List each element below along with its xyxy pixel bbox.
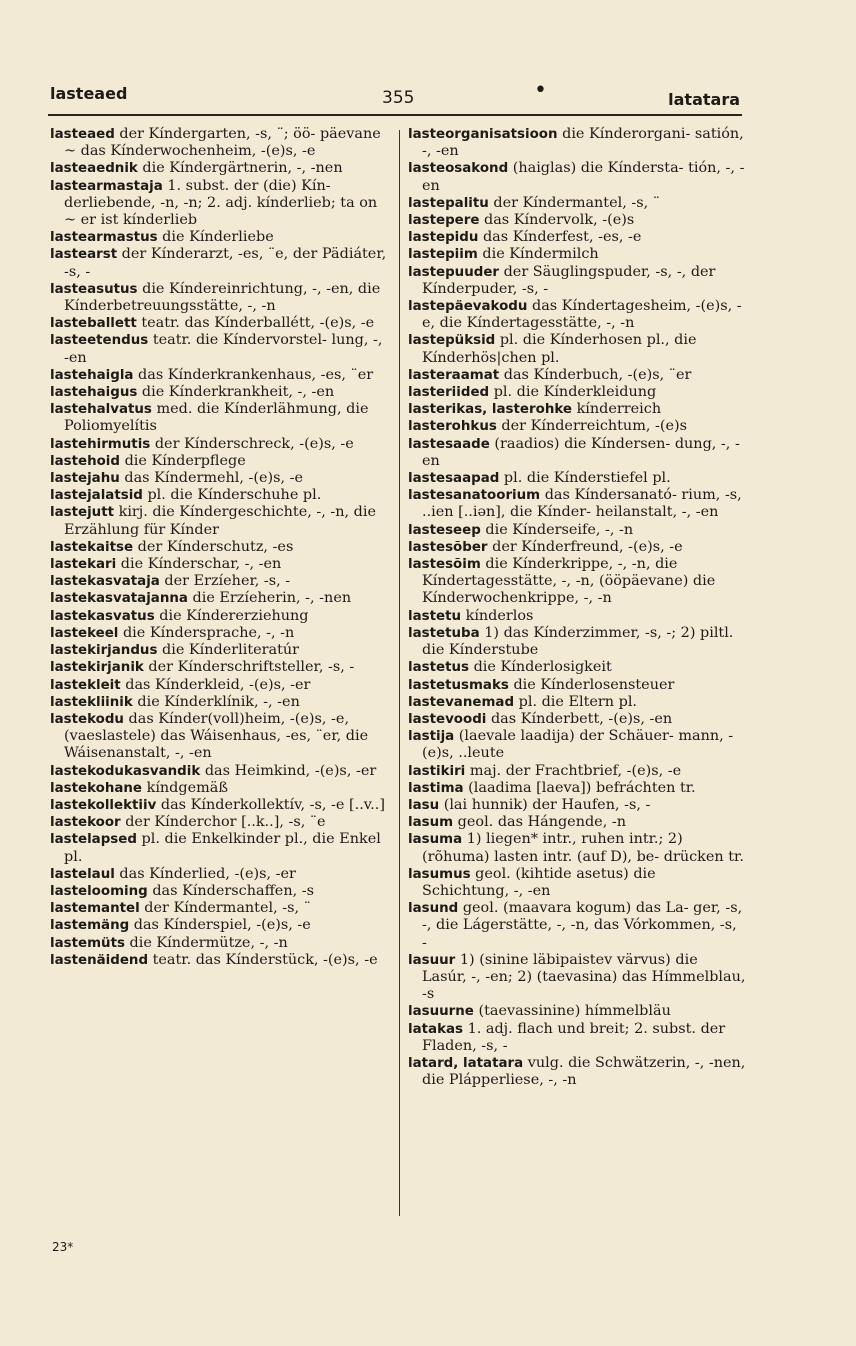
entry-definition: das Kínderbuch, -(e)s, ¨er	[503, 366, 692, 383]
dictionary-entry	[408, 763, 746, 780]
entry-definition: teatr. das Kínderstück, -(e)s, -e	[152, 951, 378, 968]
entry-definition: 1. subst. der (die) Kín- derliebende, -n, -n; 2. adj. kínderlieb; ta on ~ er ist kínderlieb	[64, 177, 378, 229]
entry-definition: der Kínderarzt, -es, ¨e, der Pädiáter, -s, -	[64, 246, 387, 280]
entry-headword: lastekasvataja	[50, 574, 160, 590]
entry-definition: die Kínderlosigkeit	[473, 659, 612, 676]
dictionary-entry	[408, 814, 746, 831]
dictionary-entry	[50, 831, 390, 865]
entry-headword: lastesaade	[408, 436, 490, 452]
entry-headword: lastekirjanik	[50, 660, 144, 676]
dictionary-entry	[408, 694, 746, 711]
entry-definition: das Heimkind, -(e)s, -er	[204, 762, 377, 779]
entry-definition: der Kínderschreck, -(e)s, -e	[154, 435, 354, 452]
entry-definition: das Kínderspiel, -(e)s, -e	[133, 917, 311, 934]
dictionary-entry	[408, 625, 746, 659]
page-number: 355	[382, 88, 415, 108]
dictionary-entry	[408, 539, 746, 556]
entry-headword: lastearmastus	[50, 230, 158, 246]
entry-headword: lastepüksid	[408, 333, 496, 349]
dictionary-entry	[50, 814, 390, 831]
right-column	[408, 126, 746, 1089]
entry-headword: lastelaul	[50, 866, 115, 882]
entry-definition: die Kíndermütze, -, -n	[129, 934, 288, 951]
entry-headword: lastepidu	[408, 230, 479, 246]
entry-headword: lasum	[408, 815, 454, 831]
entry-definition: die Kíndersprache, -, -n	[122, 624, 295, 641]
entry-definition: geol. das Hángende, -n	[457, 814, 626, 831]
entry-definition: die Kínderschar, -, -en	[120, 556, 282, 573]
entry-definition: das Kíndersanató- rium, -s, ..ien [..iən], die Kínder- heilanstalt, -, -en	[422, 487, 742, 521]
entry-headword: lasuurne	[408, 1004, 474, 1020]
entry-definition: 1) das Kínderzimmer, -s, -; 2) piltl. die Kínderstube	[422, 624, 734, 659]
entry-definition: das Kíndervolk, -(e)s	[484, 212, 635, 229]
entry-definition: der Kínderchor [..k..], -s, ¨e	[125, 814, 326, 831]
dictionary-entry	[50, 281, 390, 315]
dictionary-entry	[50, 229, 390, 246]
entry-headword: lastekodu	[50, 711, 124, 727]
dictionary-entry	[408, 384, 746, 401]
entry-headword: lastejalatsid	[50, 488, 143, 504]
dictionary-entry	[50, 608, 390, 625]
entry-definition: der Säuglingspuder, -s, -, der Kínderpuder, -s, -	[422, 263, 716, 297]
entry-headword: lastepalitu	[408, 195, 489, 211]
entry-headword: lastija	[408, 729, 455, 745]
entry-definition: die Kínderkrankheit, -, -en	[141, 384, 335, 401]
dictionary-entry	[50, 952, 390, 969]
entry-headword: lastepäevakodu	[408, 299, 528, 315]
entry-headword: lastekollektiiv	[50, 797, 157, 813]
entry-headword: lastevanemad	[408, 694, 515, 710]
entry-headword: lasumus	[408, 866, 471, 882]
dictionary-entry	[408, 487, 746, 521]
entry-headword: lasund	[408, 901, 459, 917]
entry-headword: lastehaigus	[50, 385, 138, 401]
entry-definition: der Kínderfreund, -(e)s, -e	[492, 538, 683, 555]
entry-headword: lastearmastaja	[50, 178, 163, 194]
dictionary-entry	[408, 728, 746, 762]
entry-headword: lasuur	[408, 952, 456, 968]
dictionary-entry	[408, 780, 746, 797]
dictionary-entry	[408, 952, 746, 1004]
entry-definition: das Kíndertagesheim, -(e)s, -e, die Kíndertagesstätte, -, -n	[422, 298, 742, 332]
dictionary-entry	[408, 229, 746, 246]
entry-headword: lasteballett	[50, 316, 137, 332]
entry-definition: das Kínderbett, -(e)s, -en	[490, 710, 673, 727]
entry-definition: kínderlos	[465, 607, 534, 624]
dictionary-entry	[50, 900, 390, 917]
entry-definition: teatr. das Kínderballétt, -(e)s, -e	[141, 315, 375, 332]
entry-headword: lasterikas, lasterohke	[408, 402, 572, 418]
entry-headword: lastesanatoorium	[408, 488, 541, 504]
dictionary-entry	[408, 470, 746, 487]
dictionary-entry	[408, 522, 746, 539]
dictionary-entry	[50, 780, 390, 797]
dictionary-entry	[50, 401, 390, 435]
entry-headword: lastekirjandus	[50, 643, 158, 659]
dictionary-entry	[408, 677, 746, 694]
entry-definition: pl. die Kínderhosen pl., die Kínderhös|chen pl.	[422, 332, 697, 366]
entry-headword: lastetusmaks	[408, 677, 509, 693]
entry-definition: teatr. die Kíndervorstel- lung, -, -en	[64, 332, 383, 366]
dictionary-entry	[50, 935, 390, 952]
header-left-guideword: lasteaed	[50, 84, 128, 103]
dictionary-entry	[408, 160, 746, 194]
entry-headword: lastekohane	[50, 780, 143, 796]
dictionary-entry	[408, 367, 746, 384]
dictionary-entry	[50, 625, 390, 642]
dictionary-entry	[408, 866, 746, 900]
entry-headword: lastetuba	[408, 625, 480, 641]
entry-definition: das Kínderkleid, -(e)s, -er	[125, 676, 311, 693]
dictionary-entry	[50, 556, 390, 573]
entry-definition: das Kíndermehl, -(e)s, -e	[124, 470, 304, 487]
entry-headword: lastikiri	[408, 763, 466, 779]
entry-headword: lastekoor	[50, 815, 121, 831]
entry-headword: latard, latatara	[408, 1055, 524, 1071]
dictionary-entry	[408, 246, 746, 263]
entry-headword: lasterohkus	[408, 419, 497, 435]
entry-headword: lastetu	[408, 608, 462, 624]
entry-definition: pl. die Enkelkinder pl., die Enkel pl.	[64, 831, 381, 865]
entry-headword: latakas	[408, 1021, 463, 1037]
entry-headword: lasteseep	[408, 522, 481, 538]
entry-definition: das Kínder(voll)heim, -(e)s, -e, (vaeslastele) das Wáisenhaus, -es, ¨er, die Wáisenanstalt, -, -en	[64, 710, 369, 762]
entry-definition: die Erzíeherin, -, -nen	[192, 590, 352, 607]
entry-headword: lastekasvatus	[50, 608, 155, 624]
dictionary-entry	[408, 797, 746, 814]
dictionary-entry	[408, 195, 746, 212]
dictionary-entry	[50, 763, 390, 780]
left-column	[50, 126, 390, 969]
dictionary-entry	[408, 264, 746, 298]
entry-headword: lastehirmutis	[50, 436, 151, 452]
entry-definition: die Kínderliebe	[162, 229, 274, 246]
dictionary-entry	[50, 315, 390, 332]
dictionary-entry	[50, 539, 390, 556]
header-right-guideword: latatara	[668, 90, 740, 109]
entry-headword: lastehaigla	[50, 367, 134, 383]
entry-definition: die Kíndereinrichtung, -, -en, die Kínderbetreuungsstätte, -, -n	[64, 280, 381, 315]
dictionary-entry	[408, 332, 746, 366]
dictionary-entry	[50, 711, 390, 763]
entry-headword: lastesaapad	[408, 471, 500, 487]
entry-headword: lastekodukasvandik	[50, 763, 201, 779]
dictionary-entry	[50, 883, 390, 900]
dictionary-entry	[50, 367, 390, 384]
entry-headword: lastima	[408, 780, 464, 796]
dictionary-entry	[50, 160, 390, 177]
entry-headword: lastenäidend	[50, 952, 149, 968]
entry-definition: die Kínderseife, -, -n	[485, 521, 634, 538]
entry-definition: die Kínderpflege	[124, 452, 246, 469]
dictionary-entry	[50, 917, 390, 934]
entry-definition: pl. die Eltern pl.	[518, 693, 638, 710]
entry-definition: die Kínderlosensteuer	[513, 676, 675, 693]
entry-definition: (lai hunnik) der Haufen, -s, -	[443, 796, 651, 813]
dictionary-entry	[408, 659, 746, 676]
entry-definition: die Kíndererziehung	[159, 607, 309, 624]
signature-mark: 23*	[52, 1240, 74, 1254]
entry-headword: lastejahu	[50, 471, 120, 487]
entry-headword: lastelapsed	[50, 832, 137, 848]
entry-headword: lastehoid	[50, 453, 120, 469]
entry-definition: 1. adj. flach und breit; 2. subst. der Fladen, -s, -	[422, 1020, 726, 1054]
dictionary-entry	[408, 711, 746, 728]
dictionary-entry	[50, 573, 390, 590]
entry-headword: lastekaitse	[50, 539, 134, 555]
dictionary-entry	[408, 436, 746, 470]
entry-headword: lastekliinik	[50, 694, 133, 710]
entry-definition: maj. der Frachtbrief, -(e)s, -e	[469, 762, 682, 779]
dictionary-entry	[50, 436, 390, 453]
entry-definition: die Kínderklínik, -, -en	[137, 693, 300, 710]
dictionary-entry	[50, 470, 390, 487]
entry-definition: (laadima [laeva]) befráchten tr.	[468, 779, 696, 796]
entry-headword: lasteaednik	[50, 161, 138, 177]
dictionary-entry	[408, 1055, 746, 1089]
entry-definition: (haiglas) die Kíndersta- tión, -, -en	[422, 160, 745, 194]
entry-headword: lasteosakond	[408, 161, 509, 177]
entry-definition: med. die Kínderlähmung, die Poliomyelítis	[64, 401, 369, 435]
entry-definition: kíndgemäß	[146, 779, 228, 796]
entry-definition: die Kíndergärtnerin, -, -nen	[142, 160, 343, 177]
entry-headword: lastemäng	[50, 918, 130, 934]
entry-definition: die Kínderliteratúr	[162, 642, 300, 659]
entry-headword: lastetus	[408, 660, 469, 676]
dictionary-entry	[408, 212, 746, 229]
entry-definition: der Kínderschriftsteller, -s, -	[148, 659, 355, 676]
dictionary-entry	[408, 1021, 746, 1055]
entry-definition: die Kínderkrippe, -, -n, die Kíndertagesstätte, -, -n, (ööpäevane) die Kínderwochenkrippe, -, -n	[422, 556, 716, 607]
entry-headword: lasteasutus	[50, 281, 138, 297]
dictionary-entry	[50, 453, 390, 470]
entry-definition: (laevale laadija) der Schäuer- mann, -(e)s, ..leute	[422, 728, 734, 762]
entry-definition: das Kínderfest, -es, -e	[482, 229, 642, 246]
entry-headword: lastekleit	[50, 677, 121, 693]
entry-definition: pl. die Kínderschuhe pl.	[147, 487, 322, 504]
entry-headword: lastearst	[50, 247, 118, 263]
entry-headword: lasteraamat	[408, 367, 500, 383]
entry-headword: lastekeel	[50, 625, 119, 641]
dictionary-entry	[50, 642, 390, 659]
entry-headword: lastelooming	[50, 883, 148, 899]
page-header	[50, 78, 740, 114]
entry-definition: der Kínderreichtum, -(e)s	[501, 418, 687, 435]
entry-definition: 1) liegen* intr., ruhen intr.; 2) (rõhuma) lasten intr. (auf D), be- drücken tr.	[422, 831, 744, 865]
entry-definition: (raadios) die Kíndersen- dung, -, -en	[422, 435, 740, 469]
entry-definition: das Kínderkrankenhaus, -es, ¨er	[138, 366, 374, 383]
entry-headword: lastehalvatus	[50, 402, 152, 418]
header-dot: •	[534, 78, 547, 103]
entry-definition: geol. (kihtide asetus) die Schichtung, -, -en	[422, 865, 656, 899]
entry-definition: das Kínderkollektív, -s, -e [..v..]	[160, 796, 385, 813]
dictionary-entry	[50, 487, 390, 504]
entry-definition: kínderreich	[576, 401, 662, 418]
dictionary-entry	[50, 866, 390, 883]
entry-headword: lastemantel	[50, 901, 140, 917]
entry-definition: die Kínderorgani- satión, -, -en	[422, 126, 744, 160]
entry-headword: lastekasvatajanna	[50, 591, 188, 607]
dictionary-entry	[50, 332, 390, 366]
dictionary-entry	[50, 246, 390, 280]
entry-definition: geol. (maavara kogum) das La- ger, -s, -, die Lágerstätte, -, -n, das Vórkommen, -s, -	[422, 900, 743, 951]
entry-definition: das Kínderschaffen, -s	[152, 882, 314, 899]
entry-definition: das Kínderlied, -(e)s, -er	[119, 865, 296, 882]
dictionary-entry	[50, 590, 390, 607]
entry-headword: lastepiim	[408, 247, 478, 263]
dictionary-entry	[50, 504, 390, 538]
dictionary-entry	[50, 694, 390, 711]
entry-definition: die Kíndermilch	[482, 246, 599, 263]
entry-definition: vulg. die Schwätzerin, -, -nen, die Plápperliese, -, -n	[422, 1054, 746, 1089]
column-divider	[399, 130, 400, 1216]
dictionary-entry	[408, 831, 746, 865]
dictionary-entry	[408, 126, 746, 160]
dictionary-entry	[50, 178, 390, 230]
entry-headword: lastesõber	[408, 539, 488, 555]
entry-headword: lastevoodi	[408, 711, 487, 727]
entry-headword: lasu	[408, 797, 440, 813]
dictionary-entry	[408, 608, 746, 625]
dictionary-entry	[408, 298, 746, 332]
dictionary-entry	[50, 384, 390, 401]
entry-headword: lastejutt	[50, 505, 115, 521]
entry-headword: lastesõim	[408, 557, 481, 573]
dictionary-entry	[50, 677, 390, 694]
entry-headword: lastepuuder	[408, 264, 500, 280]
entry-definition: 1) (sinine läbipaistev värvus) die Lasúr, -, -en; 2) (taevasina) das Hímmelblau, -s	[422, 951, 746, 1003]
entry-definition: der Kíndermantel, -s, ¨	[144, 900, 311, 917]
dictionary-entry	[408, 900, 746, 952]
entry-headword: lastepere	[408, 213, 480, 229]
entry-definition: pl. die Kínderkleidung	[493, 384, 657, 401]
entry-headword: lasuma	[408, 832, 463, 848]
entry-headword: lastekari	[50, 557, 117, 573]
entry-definition: pl. die Kínderstiefel pl.	[503, 470, 671, 487]
entry-headword: lasteorganisatsioon	[408, 127, 558, 142]
dictionary-entry	[408, 401, 746, 418]
entry-headword: lastemüts	[50, 935, 125, 951]
header-rule	[48, 114, 742, 116]
entry-headword: lasteriided	[408, 385, 490, 401]
entry-definition: der Erzíeher, -s, -	[164, 573, 291, 590]
dictionary-entry	[50, 659, 390, 676]
dictionary-entry	[50, 797, 390, 814]
entry-headword: lasteetendus	[50, 333, 149, 349]
entry-headword: lasteaed	[50, 127, 115, 142]
entry-definition: der Kíndergarten, -s, ¨; öö- päevane ~ das Kínderwochenheim, -(e)s, -e	[64, 126, 381, 160]
dictionary-entry	[408, 556, 746, 608]
entry-definition: der Kínderschutz, -es	[137, 538, 294, 555]
entry-definition: kirj. die Kíndergeschichte, -, -n, die Erzählung für Kínder	[64, 504, 376, 538]
entry-definition: der Kíndermantel, -s, ¨	[493, 194, 660, 211]
dictionary-entry	[408, 1003, 746, 1020]
entry-definition: (taevassinine) hímmelbläu	[478, 1003, 671, 1020]
dictionary-entry	[50, 126, 390, 160]
dictionary-entry	[408, 418, 746, 435]
